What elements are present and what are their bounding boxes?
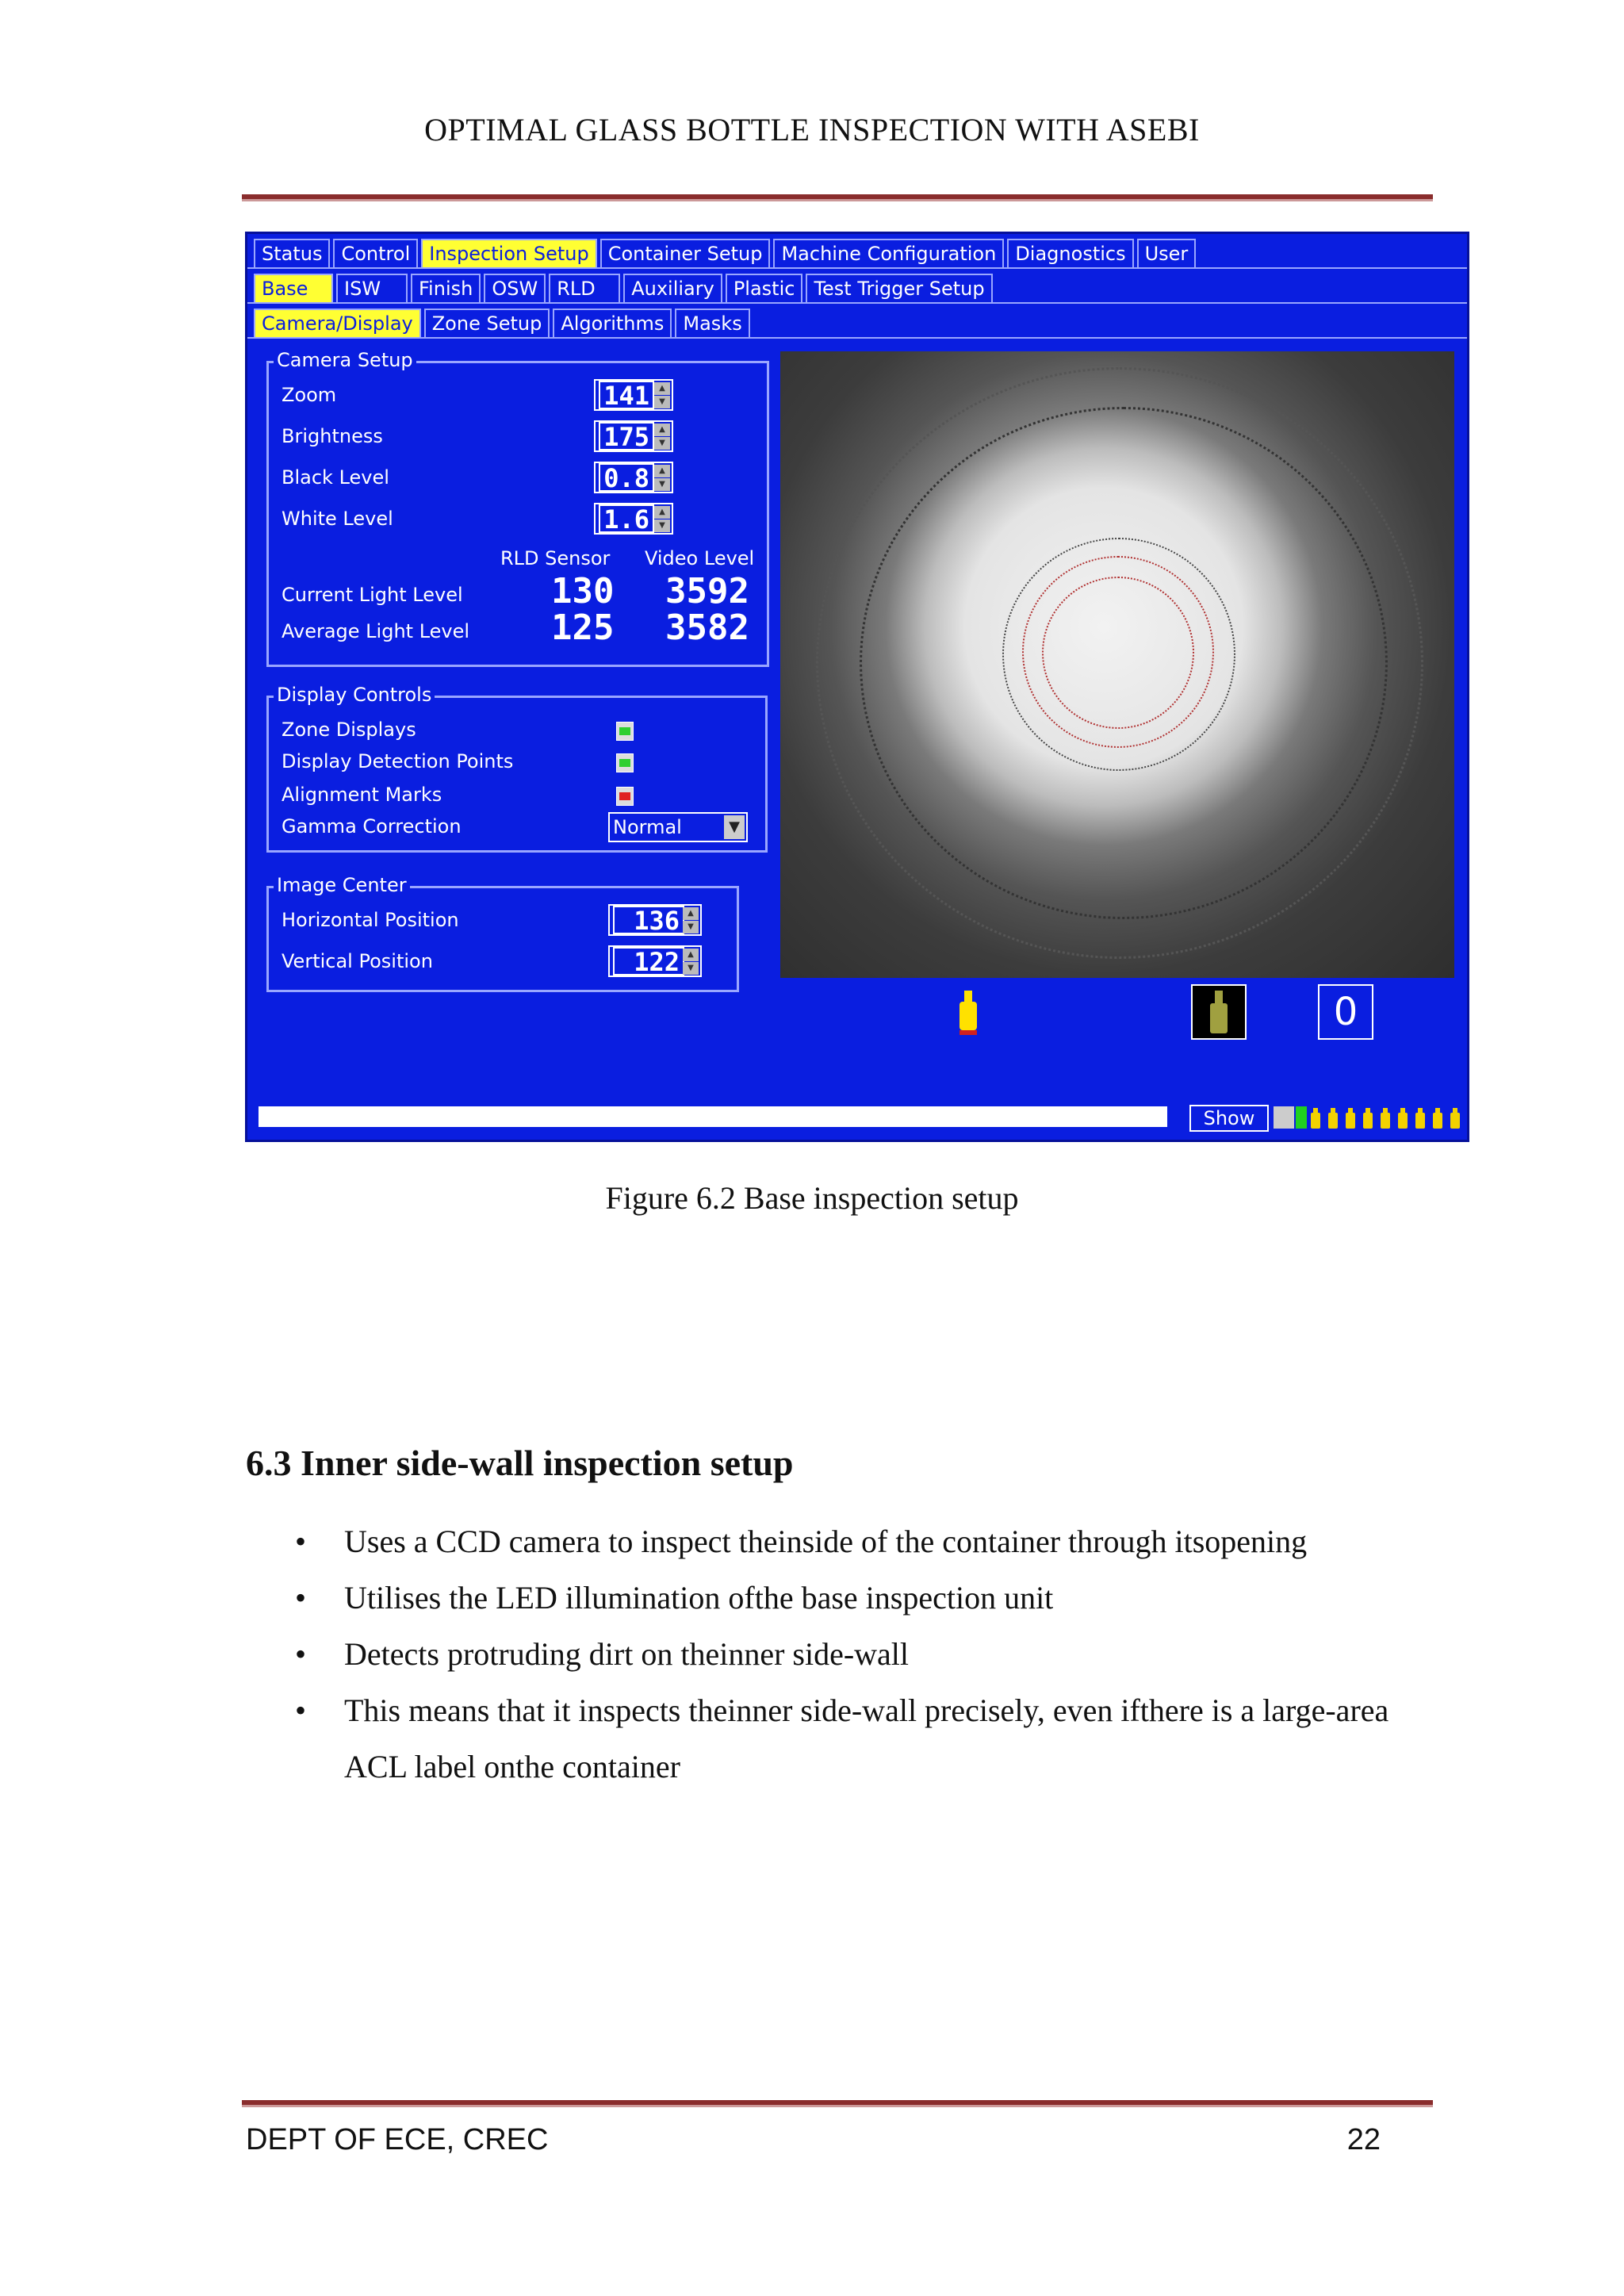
black-level-spinner[interactable] [594,462,673,493]
bottle-green-icon [1193,986,1245,1038]
tab-container-setup[interactable]: Container Setup [600,239,771,269]
vertical-position-label: Vertical Position [282,950,433,972]
brightness-value[interactable]: 175 [599,422,654,450]
header-rule [242,194,1433,201]
zoom-spinner[interactable] [594,379,673,411]
spin-down-icon[interactable]: ▼ [654,396,670,408]
spin-up-icon[interactable]: ▲ [683,949,699,961]
video-level-header: Video Level [645,547,755,569]
gamma-correction-label: Gamma Correction [282,815,462,838]
camera-setup-title: Camera Setup [274,349,416,371]
section-heading: 6.3 Inner side-wall inspection setup [246,1443,794,1483]
chevron-down-icon[interactable]: ▼ [724,815,745,839]
footer-department: DEPT OF ECE, CREC [246,2123,549,2156]
detection-points-label: Display Detection Points [282,750,514,772]
vertical-position-value[interactable]: 122 [613,947,684,976]
current-rld-value: 130 [551,571,615,611]
tab-machine-configuration[interactable]: Machine Configuration [773,239,1004,269]
display-controls-title: Display Controls [274,684,435,706]
subtab-test-trigger-setup[interactable]: Test Trigger Setup [806,274,992,304]
subtab-plastic[interactable]: Plastic [726,274,803,304]
black-level-value[interactable]: 0.8 [599,463,654,492]
average-video-value: 3582 [665,608,749,648]
gamma-correction-value: Normal [613,816,682,838]
subtab-isw[interactable]: ISW [336,274,408,304]
page-number: 22 [1346,2123,1381,2156]
display-controls-group [266,684,768,853]
sub-tab-row [254,274,996,304]
subtab-rld[interactable]: RLD [549,274,620,304]
zoom-value[interactable]: 141 [599,381,654,409]
horizontal-position-spinner[interactable] [608,904,702,936]
indicator-green [1296,1106,1307,1129]
current-video-value: 3592 [665,571,749,611]
tab-status[interactable]: Status [254,239,330,269]
view-tab-row [254,309,753,339]
bottle-indicator-strip [1310,1105,1465,1130]
subtab-auxiliary[interactable]: Auxiliary [623,274,722,304]
spin-up-icon[interactable]: ▲ [654,465,670,477]
list-item: • Uses a CCD camera to inspect theinside of the container through itsopening [295,1513,1445,1570]
spin-up-icon[interactable]: ▲ [654,506,670,519]
brightness-label: Brightness [282,425,383,447]
subtab-base[interactable]: Base [254,274,333,304]
average-rld-value: 125 [551,608,615,648]
zone-displays-label: Zone Displays [282,719,416,741]
inspection-ui-screenshot [245,232,1469,1142]
spin-up-icon[interactable]: ▲ [683,907,699,920]
image-center-group [266,874,739,992]
viewtab-zone-setup[interactable]: Zone Setup [424,309,550,339]
spin-down-icon[interactable]: ▼ [683,962,699,975]
tab-control[interactable]: Control [333,239,418,269]
gamma-correction-select[interactable] [608,812,748,842]
running-header: OPTIMAL GLASS BOTTLE INSPECTION WITH ASEBI [424,112,1200,148]
alignment-marks-label: Alignment Marks [282,784,442,806]
camera-image-view[interactable] [780,351,1454,978]
current-light-label: Current Light Level [282,584,463,606]
vertical-position-spinner[interactable] [608,945,702,977]
list-item: • Utilises the LED illumination ofthe base inspection unit [295,1570,1445,1626]
tab-inspection-setup[interactable]: Inspection Setup [421,239,596,269]
spin-down-icon[interactable]: ▼ [654,519,670,532]
indicator-gray [1274,1106,1294,1129]
reject-counter: 0 [1318,984,1373,1040]
horizontal-position-value[interactable]: 136 [613,906,684,934]
list-item: • Detects protruding dirt on theinner side-wall [295,1626,1445,1682]
subtab-finish[interactable]: Finish [411,274,481,304]
show-button[interactable]: Show [1189,1105,1269,1132]
image-center-title: Image Center [274,874,410,896]
tab-divider [247,267,1467,269]
subtab-divider [247,302,1467,304]
white-level-spinner[interactable] [594,503,673,535]
white-level-label: White Level [282,508,393,530]
bullet-list [295,1513,1445,1795]
main-tab-row [254,239,1199,269]
tab-diagnostics[interactable]: Diagnostics [1007,239,1133,269]
spin-down-icon[interactable]: ▼ [683,921,699,933]
rld-sensor-header: RLD Sensor [500,547,611,569]
spin-up-icon[interactable]: ▲ [654,424,670,436]
tab-user[interactable]: User [1137,239,1197,269]
horizontal-position-label: Horizontal Position [282,909,459,931]
figure-caption: Figure 6.2 Base inspection setup [605,1180,1019,1216]
white-level-value[interactable]: 1.6 [599,504,654,533]
camera-setup-group [266,349,769,667]
subtab-osw[interactable]: OSW [484,274,546,304]
bottle-status-box[interactable] [1191,984,1247,1040]
zoom-label: Zoom [282,384,337,406]
average-light-label: Average Light Level [282,620,470,642]
footer-rule [242,2100,1433,2107]
unchecked-indicator-icon [619,792,630,800]
viewtab-divider [247,337,1467,339]
checked-indicator-icon [619,727,630,735]
status-message-bar [259,1106,1167,1127]
black-level-label: Black Level [282,466,389,489]
viewtab-algorithms[interactable]: Algorithms [553,309,672,339]
viewtab-masks[interactable]: Masks [675,309,749,339]
bottle-yellow-icon [956,989,980,1037]
alignment-marks-checkbox[interactable] [616,787,634,806]
viewtab-camera-display[interactable]: Camera/Display [254,309,421,339]
checked-indicator-icon [619,759,630,767]
spin-down-icon[interactable]: ▼ [654,437,670,450]
spin-down-icon[interactable]: ▼ [654,478,670,491]
spin-up-icon[interactable]: ▲ [654,382,670,395]
list-item: • This means that it inspects theinner side-wall precisely, even ifthere is a large-area ACL label onthe container [295,1682,1445,1795]
brightness-spinner[interactable] [594,420,673,452]
detection-points-checkbox[interactable] [616,753,634,772]
detection-ring-red-inner [1042,577,1194,729]
zone-displays-checkbox[interactable] [616,722,634,741]
bottle-row-icon [1310,1105,1465,1130]
